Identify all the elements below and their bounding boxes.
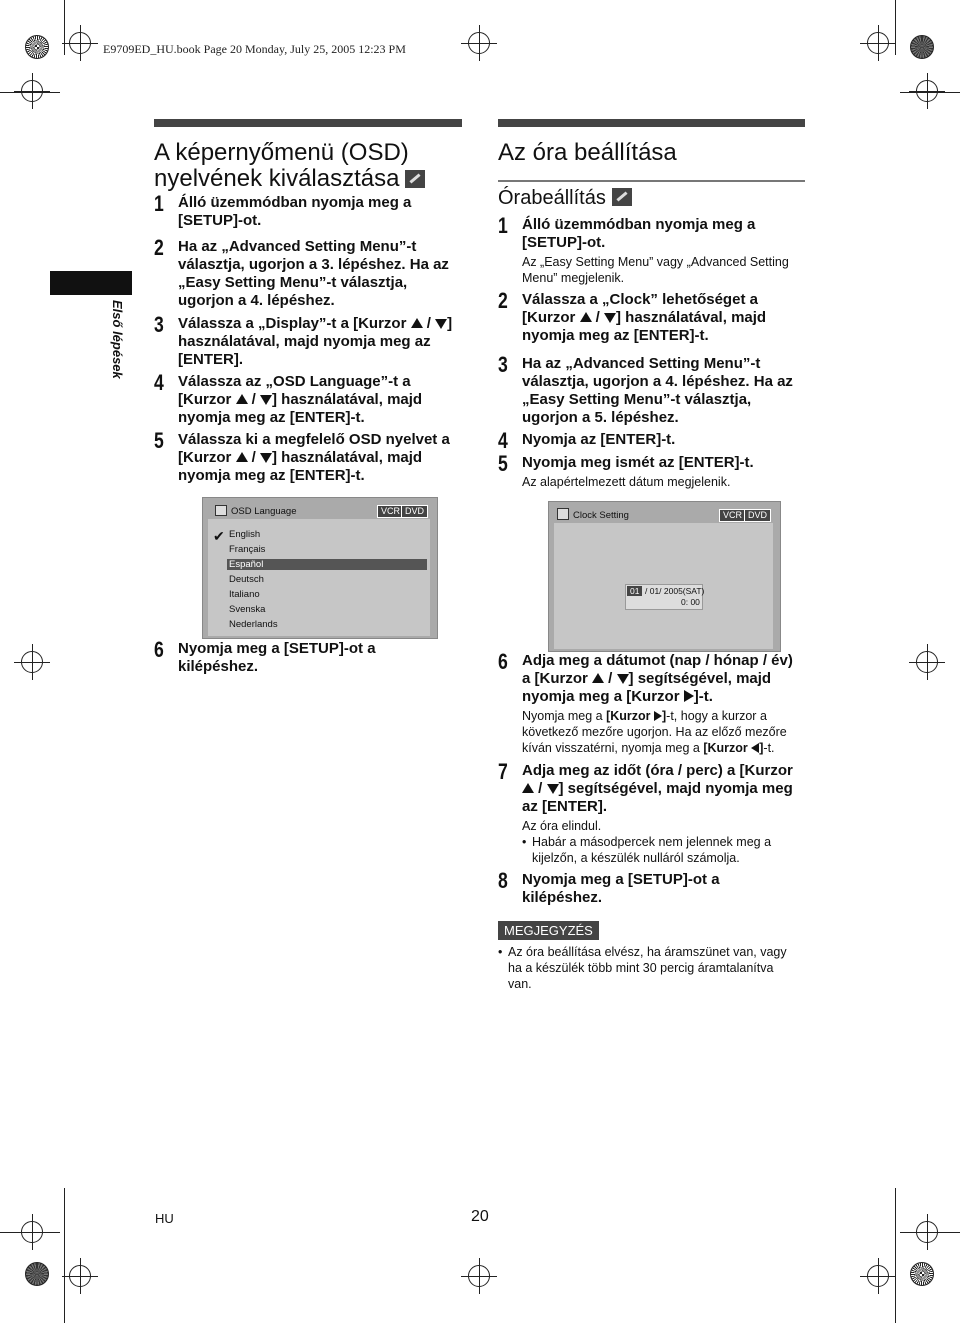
left-step-2: 2 Ha az „Advanced Setting Menu”-t választja, ugorjon a 3. lépéshez. Ha az „Easy Setting Menu”-t választja, ugorjon a 4. lépéshez.: [154, 235, 449, 309]
clock-subtitle: Órabeállítás: [498, 187, 632, 209]
registration-mark-icon: [916, 651, 938, 673]
registration-mark-icon: [21, 1221, 43, 1243]
cursor-down-icon: [260, 395, 272, 405]
dvd-badge: DVD: [401, 505, 428, 518]
cursor-up-icon: [236, 394, 248, 404]
clock-menu-icon: [557, 508, 569, 520]
vcr-badge: VCR: [719, 509, 746, 522]
language-code: HU: [155, 1211, 174, 1226]
registration-mark-icon: [69, 32, 91, 54]
osd-language-screen: [202, 497, 438, 639]
left-step-3: 3 Válassza a „Display”-t a [Kurzor / ] használatával, majd nyomja meg az [ENTER].: [154, 312, 453, 368]
cursor-up-icon: [236, 452, 248, 462]
color-bar-mark-icon: [25, 1262, 49, 1286]
trim-mark: [64, 1188, 65, 1323]
cursor-down-icon: [260, 453, 272, 463]
color-bar-mark-icon: [25, 35, 49, 59]
right-step-2: 2 Válassza a „Clock” lehetőséget a [Kurzor / ] használatával, majd nyomja meg az [ENTER]-t.: [498, 288, 767, 344]
note-text: • Az óra beállítása elvész, ha áramszünet van, vagy ha a készülék több mint 30 percig áramtalanítva van.: [498, 945, 787, 991]
registration-mark-icon: [21, 651, 43, 673]
section-title-line2: nyelvének kiválasztása: [154, 166, 464, 192]
cursor-up-icon: [411, 318, 423, 328]
time-field[interactable]: 0: 00: [681, 597, 700, 607]
bullet-item: • Habár a másodpercek nem jelennek meg a kijelzőn, a készülék nulláról számolja.: [522, 835, 772, 865]
right-step-3: 3 Ha az „Advanced Setting Menu”-t választja, ugorjon a 4. lépéshez. Ha az „Easy Setting Menu”-t választja, ugorjon a 5. lépéshez.: [498, 352, 793, 426]
right-step-8: 8 Nyomja meg a [SETUP]-ot a kilépéshez.: [498, 868, 720, 906]
registration-mark-icon: [21, 80, 43, 102]
dvd-badge: DVD: [744, 509, 771, 522]
section-title-line1: A képernyőmenü (OSD): [154, 139, 409, 166]
trim-mark: [895, 0, 896, 55]
osd-option-selected[interactable]: Español: [227, 559, 427, 570]
section-rule: [498, 119, 805, 127]
trim-mark: [64, 0, 65, 55]
left-step-1: 1 Álló üzemmódban nyomja meg a [SETUP]-ot.: [154, 191, 412, 229]
cursor-down-icon: [435, 319, 447, 329]
cursor-down-icon: [617, 674, 629, 684]
page-number: 20: [471, 1208, 489, 1225]
clock-section-title: Az óra beállítása: [498, 139, 677, 166]
right-step-5: 5 Nyomja meg ismét az [ENTER]-t. Az alapértelmezett dátum megjelenik.: [498, 451, 754, 489]
menu-icon: [215, 505, 227, 516]
left-step-5: 5 Válassza ki a megfelelő OSD nyelvet a [Kurzor / ] használatával, majd nyomja meg az [ENTER]-t.: [154, 428, 450, 484]
registration-mark-icon: [468, 1265, 490, 1287]
registration-mark-icon: [867, 32, 889, 54]
registration-mark-icon: [69, 1265, 91, 1287]
check-icon: ✔: [213, 528, 225, 544]
cursor-up-icon: [592, 673, 604, 683]
registration-mark-icon: [867, 1265, 889, 1287]
section-title: [154, 140, 464, 192]
trim-mark: [895, 1188, 896, 1323]
right-step-7: 7 Adja meg az időt (óra / perc) a [Kurzor / ] segítségével, majd nyomja meg az [ENTER]. Az óra elindul. • Habár a másodpercek nem jelennek meg a kijelzőn, a készülék nulláról számolja.: [498, 762, 803, 866]
book-header: E9709ED_HU.book Page 20 Monday, July 25, 2005 12:23 PM: [103, 42, 406, 56]
date-field[interactable]: / 01/ 2005(SAT): [645, 586, 705, 596]
step6-note: Nyomja meg a [Kurzor ]-t, hogy a kurzor a következő mezőre ugorjon. Ha az előző mezőre kíván visszatérni, nyomja meg a [Kurzor ]-t.: [522, 709, 787, 755]
title-rule: [498, 180, 805, 182]
osd-title: OSD Language: [231, 506, 297, 517]
cursor-down-icon: [604, 313, 616, 323]
registration-mark-icon: [468, 32, 490, 54]
section-rule: [154, 119, 462, 127]
osd-option[interactable]: Français: [229, 544, 266, 555]
clock-setting-screen: [548, 501, 781, 652]
left-step-6: 6 Nyomja meg a [SETUP]-ot a kilépéshez.: [154, 637, 376, 675]
date-day-field[interactable]: 01: [627, 586, 642, 596]
cursor-down-icon: [547, 784, 559, 794]
osd-option[interactable]: English: [229, 529, 261, 540]
cursor-up-icon: [580, 312, 592, 322]
vcr-badge: VCR: [377, 505, 404, 518]
osd-option[interactable]: Svenska: [229, 604, 266, 615]
cursor-up-icon: [522, 783, 534, 793]
right-step-6: 6 Adja meg a dátumot (nap / hónap / év) a [Kurzor / ] segítségével, majd nyomja meg a [Kurzor ]-t. Nyomja meg a [Kurzor ]-t, hogy a kurzor a következő mezőre ugorjon. Ha az előző mezőre kíván visszatérni, nyomja meg a [Kurzor ]-t.: [498, 652, 803, 756]
cursor-right-icon: [684, 690, 694, 702]
cursor-right-icon: [654, 711, 662, 721]
right-step-1: 1 Álló üzemmódban nyomja meg a [SETUP]-ot. Az „Easy Setting Menu” vagy „Advanced Setting Menu” megjelenik.: [498, 213, 789, 285]
registration-mark-icon: [916, 1221, 938, 1243]
section-tab-marker: [50, 271, 132, 295]
color-bar-mark-icon: [910, 35, 934, 59]
registration-mark-icon: [916, 80, 938, 102]
wrench-icon: [612, 188, 632, 206]
left-step-4: 4 Válassza az „OSD Language”-t a [Kurzor / ] használatával, majd nyomja meg az [ENTER]-t.: [154, 370, 423, 426]
note-badge: MEGJEGYZÉS: [498, 921, 599, 940]
wrench-icon: [405, 170, 425, 188]
osd-option[interactable]: Deutsch: [229, 574, 264, 585]
osd-option[interactable]: Nederlands: [229, 619, 278, 630]
color-bar-mark-icon: [910, 1262, 934, 1286]
osd-option[interactable]: Italiano: [229, 589, 260, 600]
right-step-4: 4 Nyomja az [ENTER]-t.: [498, 428, 676, 453]
section-tab-label: Első lépések: [110, 300, 125, 379]
clock-title: Clock Setting: [573, 510, 629, 521]
